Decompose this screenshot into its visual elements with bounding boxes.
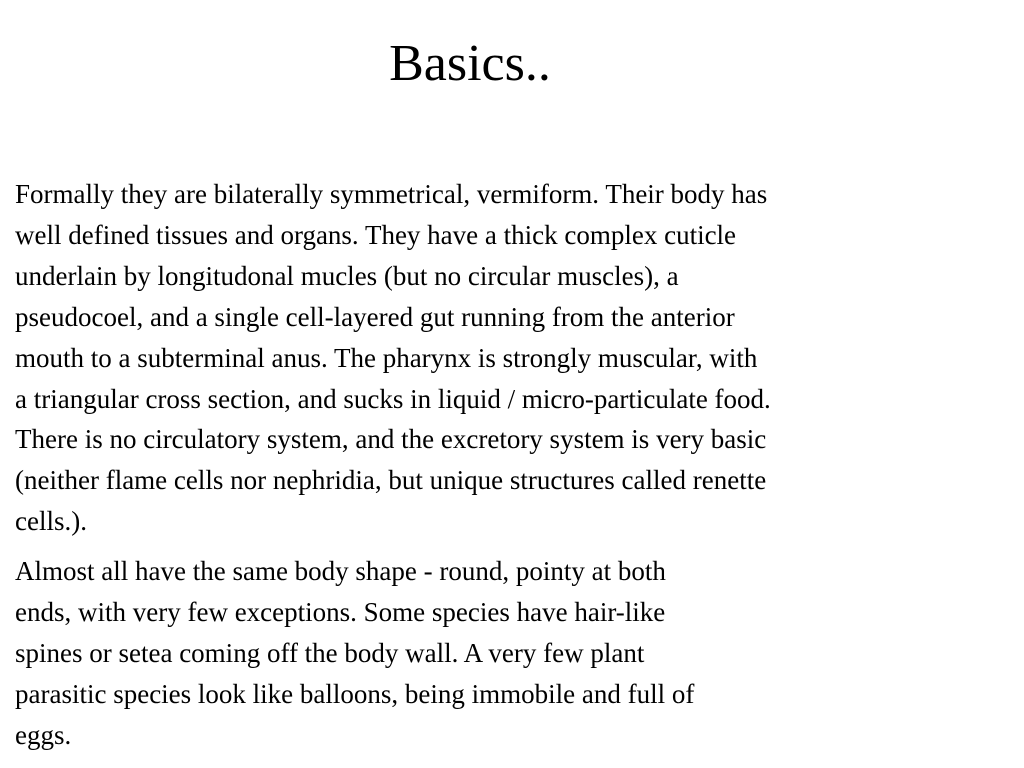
text-line: Almost all have the same body shape - round, pointy at both [15, 556, 666, 587]
text-line: cells.). [15, 506, 87, 537]
text-line: parasitic species look like balloons, being immobile and full of [15, 678, 695, 709]
text-line: ends, with very few exceptions. Some species have hair-like [15, 597, 666, 628]
slide-body [15, 174, 985, 765]
text-line: eggs. [15, 719, 72, 750]
text-line: well defined tissues and organs. They have a thick complex cuticle [15, 219, 737, 250]
slide-title: Basics.. [389, 35, 551, 92]
text-line: mouth to a subterminal anus. The pharynx is strongly muscular, with [15, 342, 758, 373]
text-line: There is no circulatory system, and the excretory system is very basic [15, 424, 767, 455]
text-line: spines or setea coming off the body wall. A very few plant [15, 637, 645, 668]
paragraph-anatomy [15, 174, 985, 542]
text-line: underlain by longitudonal mucles (but no circular muscles), a [15, 260, 679, 291]
text-line: (neither flame cells nor nephridia, but unique structures called renette [15, 465, 767, 496]
paragraph-body-shape [15, 551, 985, 756]
text-line: pseudocoel, and a single cell-layered gut running from the anterior [15, 301, 735, 332]
text-line: Formally they are bilaterally symmetrical, vermiform. Their body has [15, 179, 768, 209]
text-line: a triangular cross section, and sucks in liquid / micro-particulate food. [15, 383, 771, 414]
